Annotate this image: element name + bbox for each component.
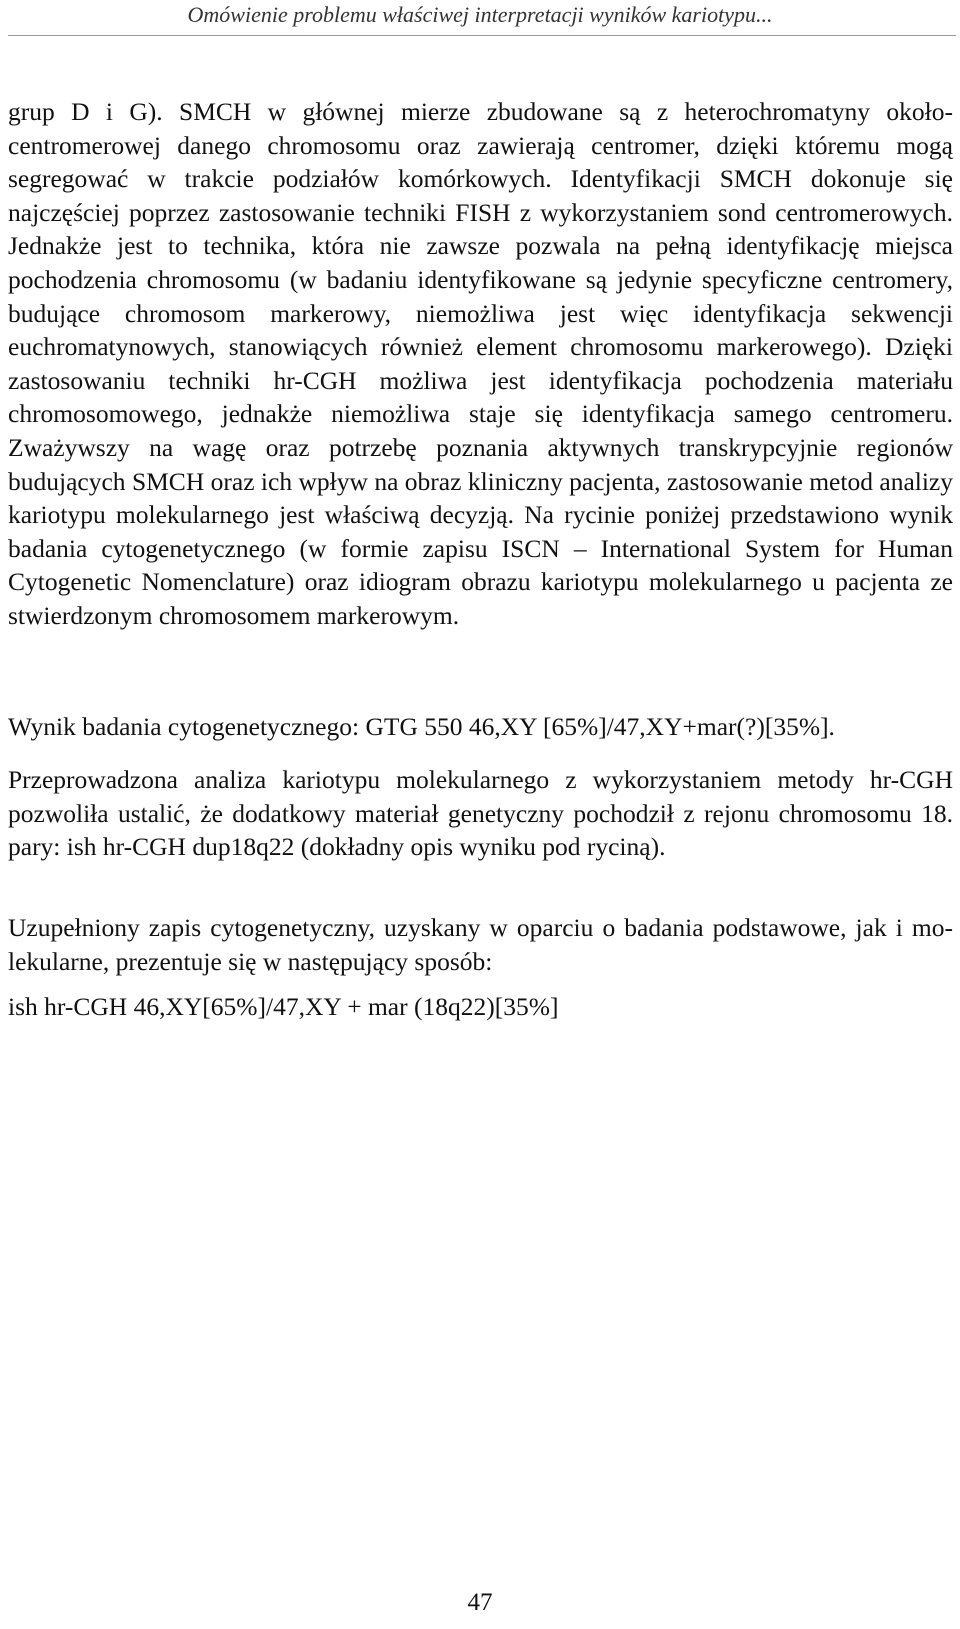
running-header: Omówienie problemu właściwej interpretacji wyników kariotypu... bbox=[187, 2, 773, 27]
header-divider bbox=[8, 35, 956, 36]
paragraph-smch-description: grup D i G). SMCH w głównej mierze zbudowane są z heterochromatyny około-centromerowej danego chromosomu oraz zawierają centromer, dzięki któremu mogą segregować w trakcie podziałów komórkowych. Identyfikacji SMCH dokonuje się najczęściej poprzez zastosowanie techniki FISH z wykorzystaniem sond centromerowych. Jednakże jest to technika, która nie zawsze pozwala na pełną identyfikację miejsca pochodzenia chromosomu (w badaniu identyfikowane są jedynie specyficzne centromery, budujące chromosom markerowy, niemożliwa jest więc identyfikacja sekwencji euchromatynowych, stanowiących również element chromosomu markerowego). Dzięki zastosowaniu techniki hr-CGH możliwa jest identyfikacja pochodzenia materiału chromosomowego, jednakże niemożliwa staje się identyfikacja samego centromeru. Zważywszy na wagę oraz potrzebę poznania aktywnych transkrypcyjnie regionów budujących SMCH oraz ich wpływ na obraz kliniczny pacjenta, zastosowanie metod analizy kariotypu molekularnego jest właściwą decyzją. Na rycinie poniżej przedstawiono wynik badania cytogenetycznego (w formie zapisu ISCN – International System for Human Cytogenetic Nomenclature) oraz idiogram obrazu kariotypu molekularnego u pacjenta ze stwierdzonym chromosomem markerowym. bbox=[8, 97, 953, 630]
paragraph-iscn-formula: ish hr-CGH 46,XY[65%]/47,XY + mar (18q22)[35%] bbox=[8, 992, 559, 1021]
paragraph-supplemented-notation: Uzupełniony zapis cytogenetyczny, uzyskany w oparciu o badania podstawowe, jak i mo-lekularne, prezentuje się w następujący sposób: bbox=[8, 913, 953, 976]
page-number: 47 bbox=[467, 1589, 493, 1616]
paragraph-cytogenetic-result: Wynik badania cytogenetycznego: GTG 550 46,XY [65%]/47,XY+mar(?)[35%]. bbox=[8, 712, 835, 741]
paragraph-hrcgh-analysis: Przeprowadzona analiza kariotypu molekularnego z wykorzystaniem metody hr-CGH pozwoliła ustalić, że dodatkowy materiał genetyczny pochodził z rejonu chromosomu 18. pary: ish hr-CGH dup18q22 (dokładny opis wyniku pod ryciną). bbox=[8, 765, 953, 862]
